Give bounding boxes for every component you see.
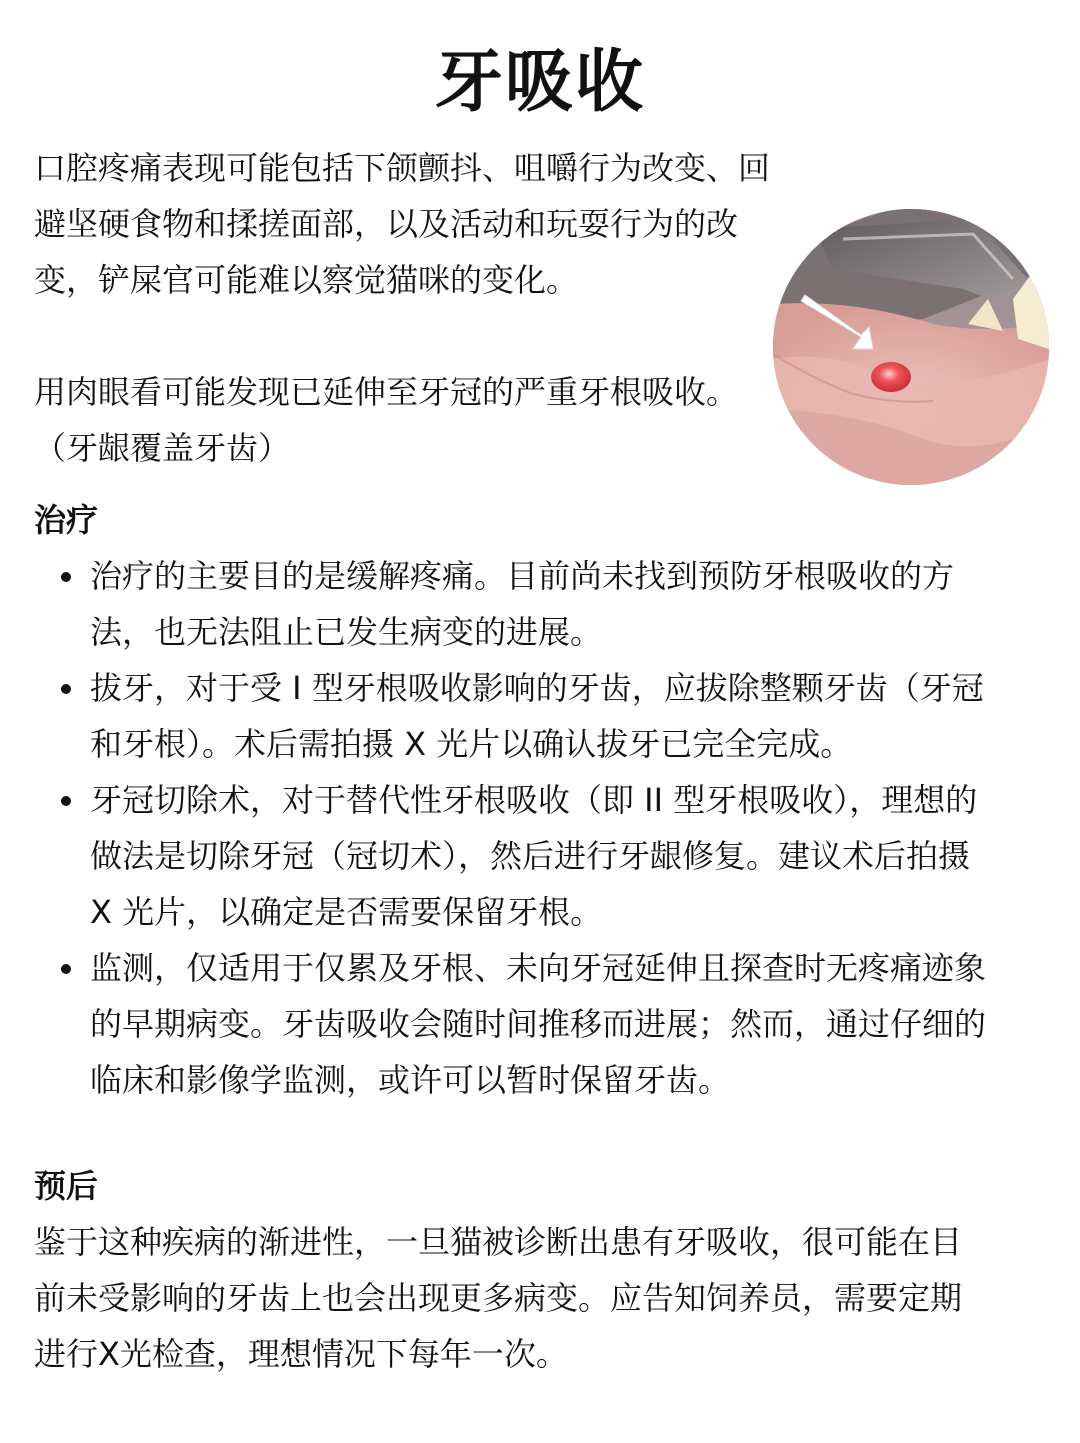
bullet-icon (61, 684, 71, 694)
photo-illustration (773, 209, 1049, 485)
treatment-list (34, 548, 994, 1108)
prognosis-text: 鉴于这种疾病的渐进性，一旦猫被诊断出患有牙吸收，很可能在目前未受影响的牙齿上也会出现更多病变。应告知饲养员，需要定期进行X光检查，理想情况下每年一次。 (34, 1223, 963, 1373)
list-item-text: 监测，仅适用于仅累及牙根、未向牙冠延伸且探查时无疼痛迹象的早期病变。牙齿吸收会随时间推移而进展；然而，通过仔细的临床和影像学监测，或许可以暂时保留牙齿。 (90, 949, 987, 1099)
page-title: 牙吸收 (434, 43, 645, 122)
list-item-text: 牙冠切除术，对于替代性牙根吸收（即 II 型牙根吸收），理想的做法是切除牙冠（冠切术），然后进行牙龈修复。建议术后拍摄 X 光片，以确定是否需要保留牙根。 (90, 781, 978, 931)
bullet-icon (61, 964, 71, 974)
list-item (34, 772, 994, 940)
list-item (34, 548, 994, 660)
intro-section (34, 140, 774, 476)
treatment-heading: 治疗 (34, 501, 99, 539)
list-item-text: 治疗的主要目的是缓解疼痛。目前尚未找到预防牙根吸收的方法，也无法阻止已发生病变的进展。 (90, 557, 955, 651)
intro-paragraph-2: 用肉眼看可能发现已延伸至牙冠的严重牙根吸收。（牙龈覆盖牙齿） (34, 373, 739, 467)
intro-paragraph-1: 口腔疼痛表现可能包括下颌颤抖、咀嚼行为改变、回避坚硬食物和揉搓面部，以及活动和玩耍行为的改变，铲屎官可能难以察觉猫咪的变化。 (34, 149, 771, 299)
bullet-icon (61, 796, 71, 806)
cat-gum-resorption-photo (773, 209, 1049, 485)
prognosis-heading: 预后 (34, 1167, 99, 1205)
paragraph-gap (34, 308, 774, 364)
list-item (34, 940, 994, 1108)
list-item-text: 拔牙，对于受 I 型牙根吸收影响的牙齿，应拔除整颗牙齿（牙冠和牙根）。术后需拍摄 X 光片以确认拔牙已完全完成。 (90, 669, 984, 763)
list-item (34, 660, 994, 772)
bullet-icon (61, 572, 71, 582)
